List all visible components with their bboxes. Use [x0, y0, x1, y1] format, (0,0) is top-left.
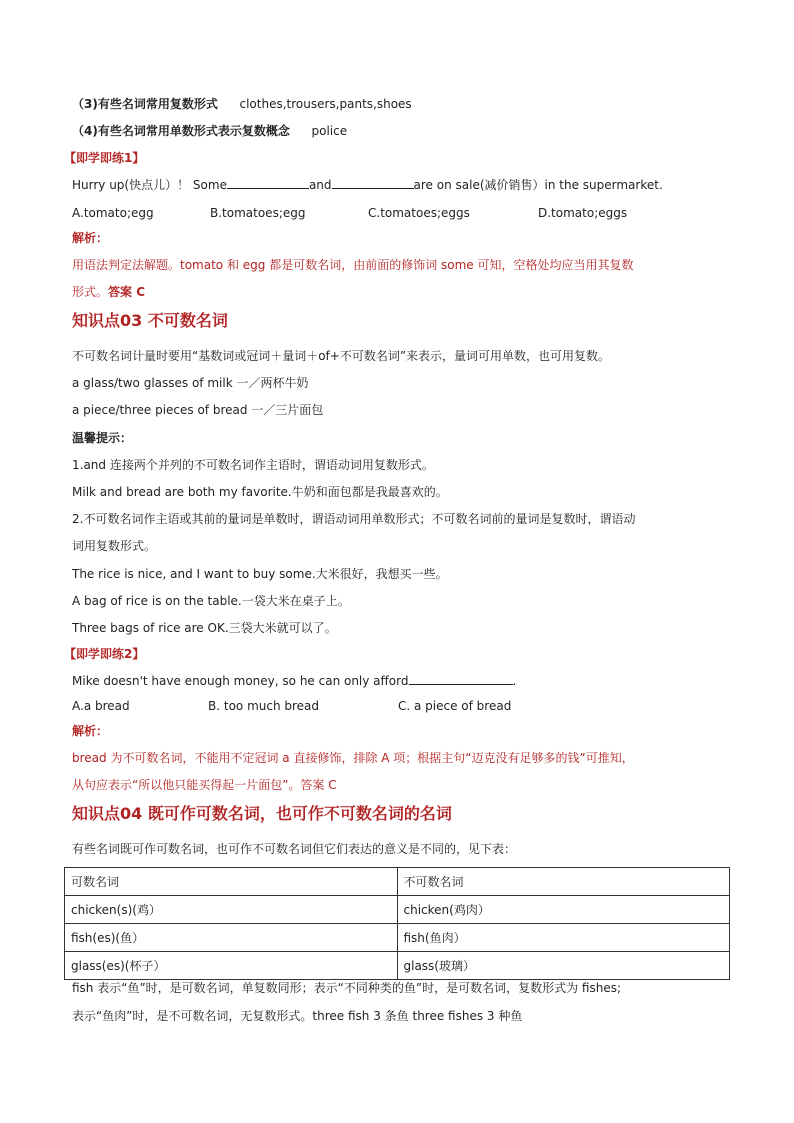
table-cell: chicken(s)(鸡） [65, 896, 398, 924]
kp04-note-line1: fish 表示“鱼”时，是可数名词，单复数同形；表示“不同种类的鱼”时，是可数名词，复数形式为 fishes; [72, 981, 622, 995]
table-cell: fish(es)(鱼） [65, 924, 398, 952]
table-cell: fish(鱼肉） [397, 924, 730, 952]
practice-1-option-b: B.tomatoes;egg [210, 206, 306, 220]
section-3-heading: （3)有些名词常用复数形式 [72, 97, 218, 111]
noun-comparison-table [64, 867, 730, 980]
practice-1-label: 【即学即练1】 [64, 151, 145, 165]
practice-1-question-part2: and [308, 178, 332, 192]
kp03-example-1: a glass/two glasses of milk 一／两杯牛奶 [72, 376, 309, 390]
kp03-example-2: a piece/three pieces of bread 一／三片面包 [72, 403, 324, 417]
kp04-note-line2: 表示“鱼肉”时，是不可数名词，无复数形式。three fish 3 条鱼 three fishes 3 种鱼 [72, 1009, 523, 1023]
section-4-heading: （4)有些名词常用单数形式表示复数概念 [72, 124, 290, 138]
answer-blank [409, 673, 513, 685]
table-header-countable: 可数名词 [65, 868, 398, 896]
practice-1-analysis-line2 [72, 284, 145, 300]
kp03-tip-label: 温馨提示： [72, 431, 133, 445]
table-row [65, 924, 730, 952]
practice-2-analysis-label: 解析： [72, 724, 109, 738]
practice-1-option-d: D.tomato;eggs [538, 206, 628, 220]
kp03-tip-2-line1: 2.不可数名词作主语或其前的量词是单数时，谓语动词用单数形式；不可数名词前的量词是复数时，谓语动 [72, 512, 636, 526]
practice-2-question [72, 673, 516, 689]
practice-2-analysis-line1: bread 为不可数名词，不能用不定冠词 a 直接修饰，排除 A 项；根据主句“迈克没有足够多的钱”可推知， [72, 751, 634, 765]
kp03-tip-2-line2: 词用复数形式。 [72, 539, 157, 553]
practice-1-question [72, 177, 663, 193]
section-3-example: clothes,trousers,pants,shoes [239, 97, 412, 111]
kp03-title: 知识点03 不可数名词 [72, 311, 228, 330]
practice-1-option-a: A.tomato;egg [72, 206, 154, 220]
practice-1-analysis-text: 形式。 [72, 285, 109, 299]
kp03-tip-2-example-1: The rice is nice, and I want to buy some.大米很好，我想买一些。 [72, 567, 448, 581]
kp04-title: 知识点04 既可作可数名词，也可作不可数名词的名词 [72, 804, 452, 823]
section-4-line [72, 123, 347, 139]
table-header-uncountable: 不可数名词 [397, 868, 730, 896]
kp03-tip-2-example-3: Three bags of rice are OK.三袋大米就可以了。 [72, 621, 337, 635]
kp03-tip-2-example-2: A bag of rice is on the table.一袋大米在桌子上。 [72, 594, 350, 608]
practice-2-label: 【即学即练2】 [64, 647, 145, 661]
practice-1-answer: 答案 C [108, 285, 146, 299]
table-cell: glass(玻璃） [397, 952, 730, 980]
practice-2-analysis-line2: 从句应表示“所以他只能买得起一片面包”。答案 C [72, 778, 337, 792]
answer-blank [332, 177, 414, 189]
answer-blank [227, 177, 309, 189]
practice-2-option-c: C. a piece of bread [398, 699, 512, 713]
table-cell: chicken(鸡肉） [397, 896, 730, 924]
table-row [65, 896, 730, 924]
section-3-line [72, 96, 412, 112]
kp03-tip-1-example: Milk and bread are both my favorite.牛奶和面包都是我最喜欢的。 [72, 485, 448, 499]
kp03-tip-1: 1.and 连接两个并列的不可数名词作主语时，谓语动词用复数形式。 [72, 458, 434, 472]
practice-1-option-c: C.tomatoes;eggs [368, 206, 470, 220]
practice-2-option-a: A.a bread [72, 699, 130, 713]
table-cell: glass(es)(杯子） [65, 952, 398, 980]
practice-2-option-b: B. too much bread [208, 699, 320, 713]
practice-2-question-end: . [512, 674, 517, 688]
practice-1-question-part1: Hurry up(快点儿）！ Some [72, 178, 227, 192]
practice-2-question-text: Mike doesn't have enough money, so he can only afford [72, 674, 409, 688]
kp04-intro: 有些名词既可作可数名词，也可作不可数名词但它们表达的意义是不同的，见下表： [72, 842, 517, 856]
kp03-intro: 不可数名词计量时要用“基数词或冠词＋量词＋of+不可数名词”来表示，量词可用单数，也可用复数。 [72, 349, 611, 363]
practice-1-analysis-line1: 用语法判定法解题。tomato 和 egg 都是可数名词，由前面的修饰词 some 可知，空格处均应当用其复数 [72, 258, 634, 272]
table-header-row [65, 868, 730, 896]
section-4-example: police [311, 124, 348, 138]
table-row [65, 952, 730, 980]
practice-1-question-part3: are on sale(减价销售）in the supermarket. [413, 178, 663, 192]
practice-1-analysis-label: 解析： [72, 231, 109, 245]
